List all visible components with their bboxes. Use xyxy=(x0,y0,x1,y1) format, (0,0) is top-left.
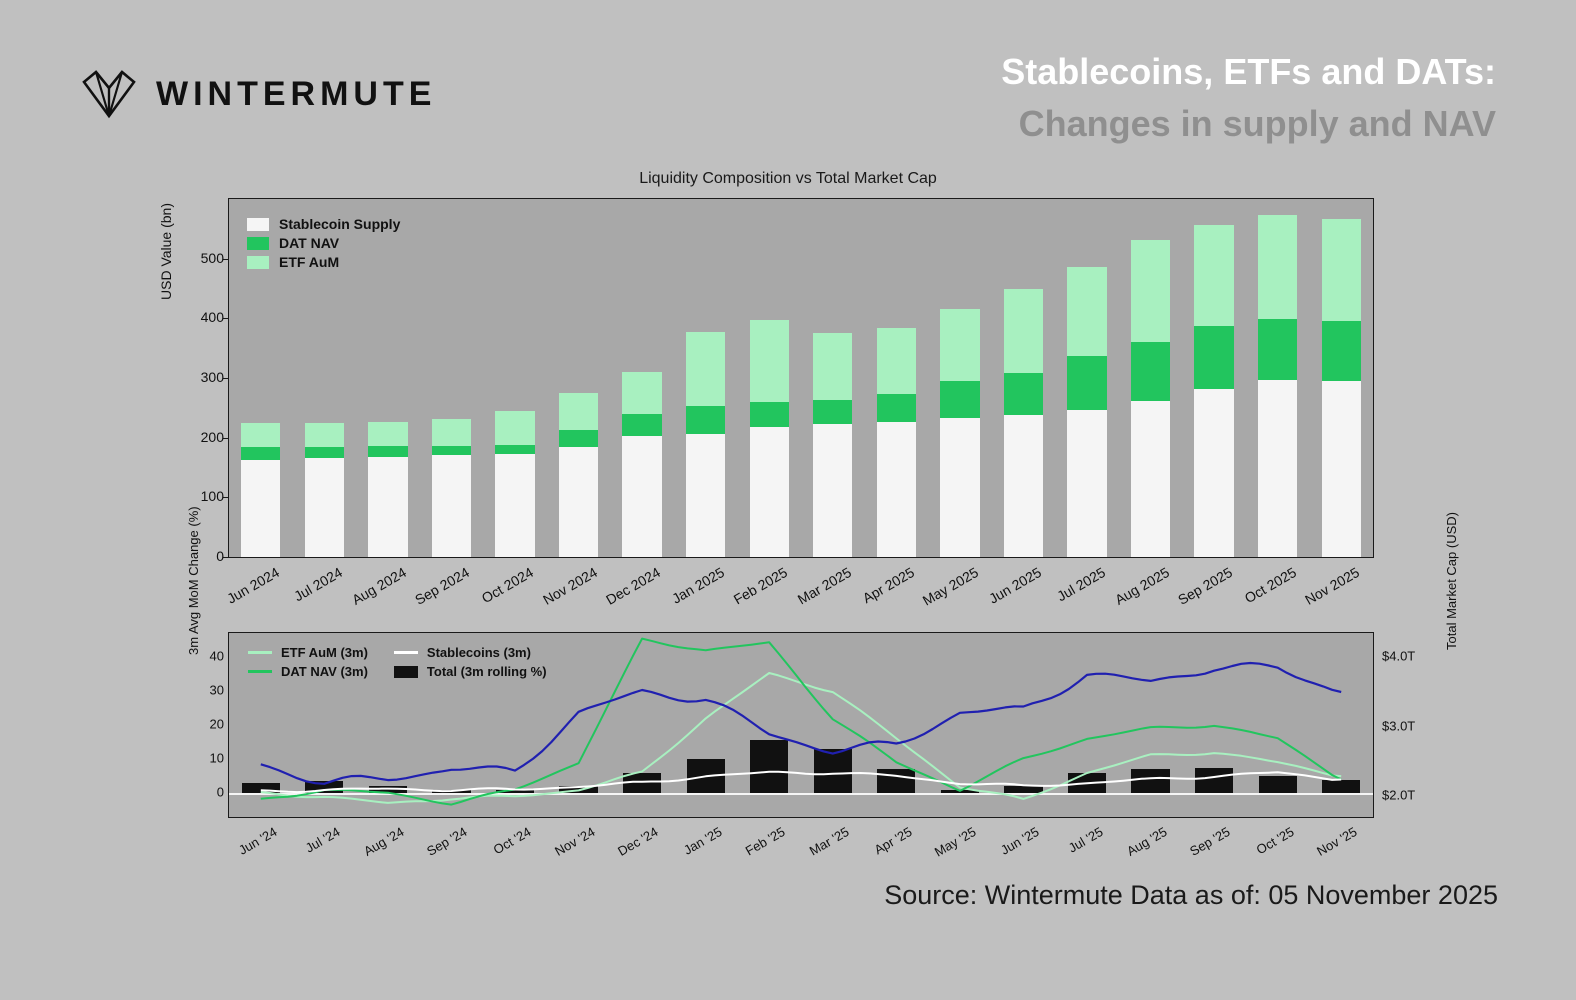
bar-segment xyxy=(495,454,534,557)
bar-segment xyxy=(305,447,344,458)
bar-segment xyxy=(495,445,534,455)
bar-segment xyxy=(495,411,534,444)
chart1-y-tick: 100 xyxy=(200,488,224,505)
bar-segment xyxy=(1322,321,1361,381)
legend-swatch xyxy=(394,651,418,654)
chart2-x-tick: Feb '25 xyxy=(743,824,788,859)
legend-label: Stablecoins (3m) xyxy=(426,645,531,660)
bar-segment xyxy=(813,400,852,424)
chart2-x-tick: Jan '25 xyxy=(680,824,725,858)
legend-swatch xyxy=(394,666,418,678)
bar-segment xyxy=(305,458,344,557)
bar-segment xyxy=(241,423,280,447)
legend-swatch xyxy=(247,218,269,231)
bar-column xyxy=(495,411,534,557)
bar-segment xyxy=(432,446,471,455)
bar-segment xyxy=(241,460,280,557)
chart2-x-tick: Dec '24 xyxy=(615,824,661,859)
bar-segment xyxy=(1067,356,1106,410)
chart2-y-axis-label-right: Total Market Cap (USD) xyxy=(1444,512,1459,650)
chart2-x-tick: Oct '24 xyxy=(490,824,534,858)
bar-segment xyxy=(1131,342,1170,402)
chart2-y-tick-right: $3.0T xyxy=(1382,718,1416,734)
chart2-x-tick: Aug '25 xyxy=(1123,824,1170,859)
chart2-x-tick: Apr '25 xyxy=(871,824,915,858)
chart1-x-tick: Oct 2024 xyxy=(478,564,536,607)
legend-grid xyxy=(248,645,547,679)
chart1-x-tick: Jul 2025 xyxy=(1054,564,1108,605)
brand-name: WINTERMUTE xyxy=(156,74,437,113)
chart1-x-tick: Dec 2024 xyxy=(603,564,664,608)
chart1-legend xyxy=(238,206,411,280)
legend-item xyxy=(247,216,400,232)
chart2-x-tick: Jul '24 xyxy=(303,824,343,856)
bar-column xyxy=(241,423,280,557)
bar-segment xyxy=(1131,401,1170,557)
bar-segment xyxy=(686,332,725,406)
bar-column xyxy=(1322,219,1361,557)
chart2-y-tick-left: 10 xyxy=(209,750,224,766)
chart2-x-tick: Sep '24 xyxy=(424,824,470,859)
chart2-x-tick: Mar '25 xyxy=(806,824,852,859)
chart1-x-tick: Oct 2025 xyxy=(1241,564,1299,607)
legend-label: ETF AuM (3m) xyxy=(281,645,368,660)
bar-segment xyxy=(1131,240,1170,341)
chart1-x-tick: May 2025 xyxy=(919,564,981,609)
chart1-x-tick: Aug 2025 xyxy=(1111,564,1172,608)
chart1-x-tick: Apr 2025 xyxy=(860,564,918,607)
bar-segment xyxy=(877,328,916,394)
bar-segment xyxy=(940,381,979,418)
legend-item xyxy=(248,664,368,679)
chart2-y-tick-left: 20 xyxy=(209,716,224,732)
legend-label: Stablecoin Supply xyxy=(279,216,401,232)
chart1-y-axis-label: USD Value (bn) xyxy=(158,202,174,300)
chart2-y-tick-left: 40 xyxy=(209,648,224,664)
chart1-y-tick: 300 xyxy=(200,369,224,385)
title-line-2: Changes in supply and NAV xyxy=(1018,103,1496,145)
chart1-y-tick: 400 xyxy=(200,309,224,326)
bar-column xyxy=(686,332,725,557)
bar-segment xyxy=(305,423,344,447)
chart1-y-tick: 0 xyxy=(216,548,224,564)
legend-swatch xyxy=(247,237,269,250)
bar-segment xyxy=(368,422,407,446)
chart2-x-tick: Jul '25 xyxy=(1065,824,1106,856)
legend-item xyxy=(248,645,368,660)
chart2-y-tick-right: $4.0T xyxy=(1382,648,1416,664)
bar-segment xyxy=(1004,373,1043,415)
bar-column xyxy=(622,372,661,557)
bar-segment xyxy=(686,406,725,433)
bar-column xyxy=(305,423,344,557)
page-title xyxy=(1001,46,1496,150)
bar-segment xyxy=(1258,380,1297,557)
brand-logo xyxy=(80,68,436,120)
chart2-x-tick: Jun '25 xyxy=(998,824,1042,858)
wintermute-logo-icon xyxy=(80,68,138,120)
bar-column xyxy=(750,320,789,557)
chart1-title: Liquidity Composition vs Total Market Cap xyxy=(639,170,937,187)
bar-segment xyxy=(1322,219,1361,320)
bar-column xyxy=(368,422,407,557)
chart2-x-tick: Oct '25 xyxy=(1253,824,1297,858)
bar-column xyxy=(559,393,598,557)
chart1-x-tick: Sep 2025 xyxy=(1175,564,1236,608)
chart1-x-tick: Feb 2025 xyxy=(730,564,791,608)
bar-column xyxy=(877,328,916,557)
bar-segment xyxy=(750,320,789,403)
chart2-y-tick-left: 0 xyxy=(216,784,224,800)
chart2-x-tick: Nov '24 xyxy=(551,824,598,859)
bar-segment xyxy=(1258,319,1297,380)
chart1-x-tick: Mar 2025 xyxy=(794,564,854,608)
bar-segment xyxy=(1322,381,1361,557)
page-header xyxy=(0,0,1576,175)
chart2-legend xyxy=(238,640,557,684)
bar-segment xyxy=(1194,326,1233,389)
bar-column xyxy=(940,309,979,557)
chart1-x-tick: Jun 2025 xyxy=(986,564,1045,607)
legend-label: ETF AuM xyxy=(279,254,340,270)
bar-segment xyxy=(750,402,789,426)
bar-column xyxy=(813,333,852,557)
legend-item xyxy=(394,664,547,679)
bar-segment xyxy=(750,427,789,557)
chart2-x-tick: Jun '24 xyxy=(235,824,280,858)
bar-segment xyxy=(813,333,852,400)
chart2-y-tick-right: $2.0T xyxy=(1382,787,1416,803)
bar-segment xyxy=(368,457,407,557)
bar-column xyxy=(1194,225,1233,557)
bar-segment xyxy=(622,414,661,437)
legend-label: DAT NAV (3m) xyxy=(281,664,368,679)
chart2-y-tick-left: 30 xyxy=(209,682,224,698)
bar-segment xyxy=(368,446,407,457)
bar-segment xyxy=(1067,410,1106,557)
chart1-x-tick: Nov 2025 xyxy=(1302,564,1363,608)
chart2-x-tick: Aug '24 xyxy=(361,824,407,859)
bar-segment xyxy=(622,436,661,557)
bar-segment xyxy=(940,309,979,381)
chart1-x-tick: Jul 2024 xyxy=(291,564,346,605)
bar-segment xyxy=(432,419,471,446)
bar-segment xyxy=(1004,289,1043,374)
bar-segment xyxy=(432,455,471,557)
chart2-x-tick: Sep '25 xyxy=(1187,824,1233,859)
chart1-x-tick: Nov 2024 xyxy=(539,564,600,608)
bar-column xyxy=(1004,289,1043,557)
chart2-y-axis-label: 3m Avg MoM Change (%) xyxy=(186,506,201,655)
bar-segment xyxy=(1067,267,1106,356)
bar-segment xyxy=(559,430,598,447)
chart2-x-tick: May '25 xyxy=(931,824,979,860)
legend-item xyxy=(247,235,400,251)
bar-column xyxy=(1067,267,1106,557)
source-note: Source: Wintermute Data as of: 05 November 2025 xyxy=(884,880,1498,910)
bar-segment xyxy=(877,422,916,557)
chart2-x-tick: Nov '25 xyxy=(1314,824,1360,859)
bar-segment xyxy=(1194,389,1233,557)
bar-segment xyxy=(940,418,979,557)
bar-column xyxy=(1131,240,1170,557)
chart1-x-tick: Jun 2024 xyxy=(223,564,282,607)
bar-segment xyxy=(877,394,916,423)
legend-swatch xyxy=(248,651,272,654)
legend-label: Total (3m rolling %) xyxy=(426,664,547,679)
chart1-x-tick: Sep 2024 xyxy=(412,564,473,608)
legend-label: DAT NAV xyxy=(279,235,340,251)
bar-column xyxy=(1258,215,1297,557)
bar-segment xyxy=(813,424,852,557)
chart1-x-tick: Jan 2025 xyxy=(668,564,727,607)
legend-item xyxy=(247,254,400,270)
legend-swatch xyxy=(247,256,269,269)
bar-segment xyxy=(559,393,598,430)
chart1-y-tick: 200 xyxy=(200,428,224,445)
bar-segment xyxy=(559,447,598,557)
bar-column xyxy=(432,419,471,557)
title-line-1: Stablecoins, ETFs and DATs: xyxy=(1001,51,1496,92)
bar-segment xyxy=(1004,415,1043,557)
bar-segment xyxy=(622,372,661,414)
bar-segment xyxy=(1258,215,1297,319)
legend-swatch xyxy=(248,670,272,673)
chart1-x-tick: Aug 2024 xyxy=(348,564,409,608)
bar-segment xyxy=(686,434,725,558)
bar-segment xyxy=(1194,225,1233,326)
legend-item xyxy=(394,645,547,660)
chart1-y-tick: 500 xyxy=(200,249,224,266)
bar-segment xyxy=(241,447,280,460)
